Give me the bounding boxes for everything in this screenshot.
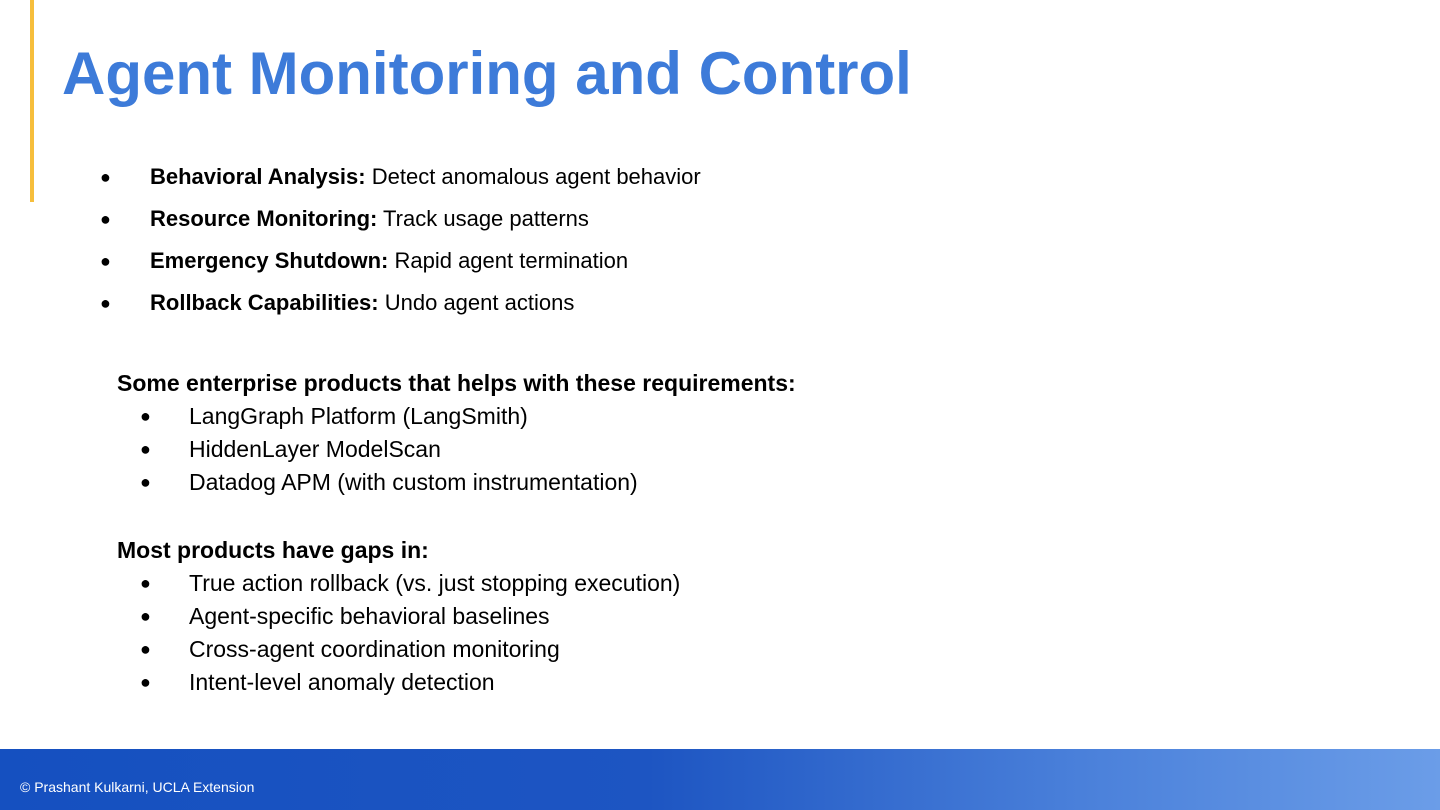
bullet-dot-icon: ● xyxy=(100,293,111,313)
bullet-text: Detect anomalous agent behavior xyxy=(365,164,701,189)
gap-item xyxy=(117,600,550,633)
accent-bar xyxy=(30,0,34,202)
products-list xyxy=(117,400,796,499)
product-item xyxy=(117,466,796,499)
gap-item-text: Cross-agent coordination monitoring xyxy=(189,636,560,662)
slide-title: Agent Monitoring and Control xyxy=(62,40,912,107)
gap-item xyxy=(117,666,495,699)
bullet-text: Track usage patterns xyxy=(377,206,589,231)
bullet-dot-icon: ● xyxy=(140,573,151,593)
products-section xyxy=(117,367,796,499)
product-item xyxy=(117,400,796,433)
bullet-dot-icon: ● xyxy=(140,672,151,692)
gap-item-text: True action rollback (vs. just stopping execution) xyxy=(189,570,681,596)
copyright-text: © Prashant Kulkarni, UCLA Extension xyxy=(20,779,255,795)
gaps-list xyxy=(117,567,681,699)
bullet-dot-icon: ● xyxy=(100,251,111,271)
bullet-dot-icon: ● xyxy=(140,439,151,459)
gap-item-text: Agent-specific behavioral baselines xyxy=(189,603,550,629)
gaps-section xyxy=(117,534,681,699)
gap-item xyxy=(117,633,560,666)
bullet-dot-icon: ● xyxy=(140,606,151,626)
gap-item xyxy=(117,567,681,600)
product-item xyxy=(117,433,796,466)
bullet-label: Resource Monitoring: xyxy=(150,206,378,231)
bullet-dot-icon: ● xyxy=(100,167,111,187)
bullet-label: Rollback Capabilities: xyxy=(150,290,379,315)
bullet-label: Emergency Shutdown: xyxy=(150,248,389,273)
bullet-dot-icon: ● xyxy=(140,406,151,426)
bullet-text: Rapid agent termination xyxy=(388,248,629,273)
products-heading: Some enterprise products that helps with these requirements: xyxy=(117,370,796,396)
bullet-label: Behavioral Analysis: xyxy=(150,164,366,189)
product-item-text: HiddenLayer ModelScan xyxy=(189,436,441,462)
bullet-dot-icon: ● xyxy=(140,472,151,492)
bullet-dot-icon: ● xyxy=(100,209,111,229)
bullet-text: Undo agent actions xyxy=(378,290,575,315)
gaps-heading: Most products have gaps in: xyxy=(117,537,429,563)
gap-item-text: Intent-level anomaly detection xyxy=(189,669,495,695)
bullet-dot-icon: ● xyxy=(140,639,151,659)
product-item-text: Datadog APM (with custom instrumentation) xyxy=(189,469,638,495)
footer-bar xyxy=(0,749,1440,810)
product-item-text: LangGraph Platform (LangSmith) xyxy=(189,403,528,429)
